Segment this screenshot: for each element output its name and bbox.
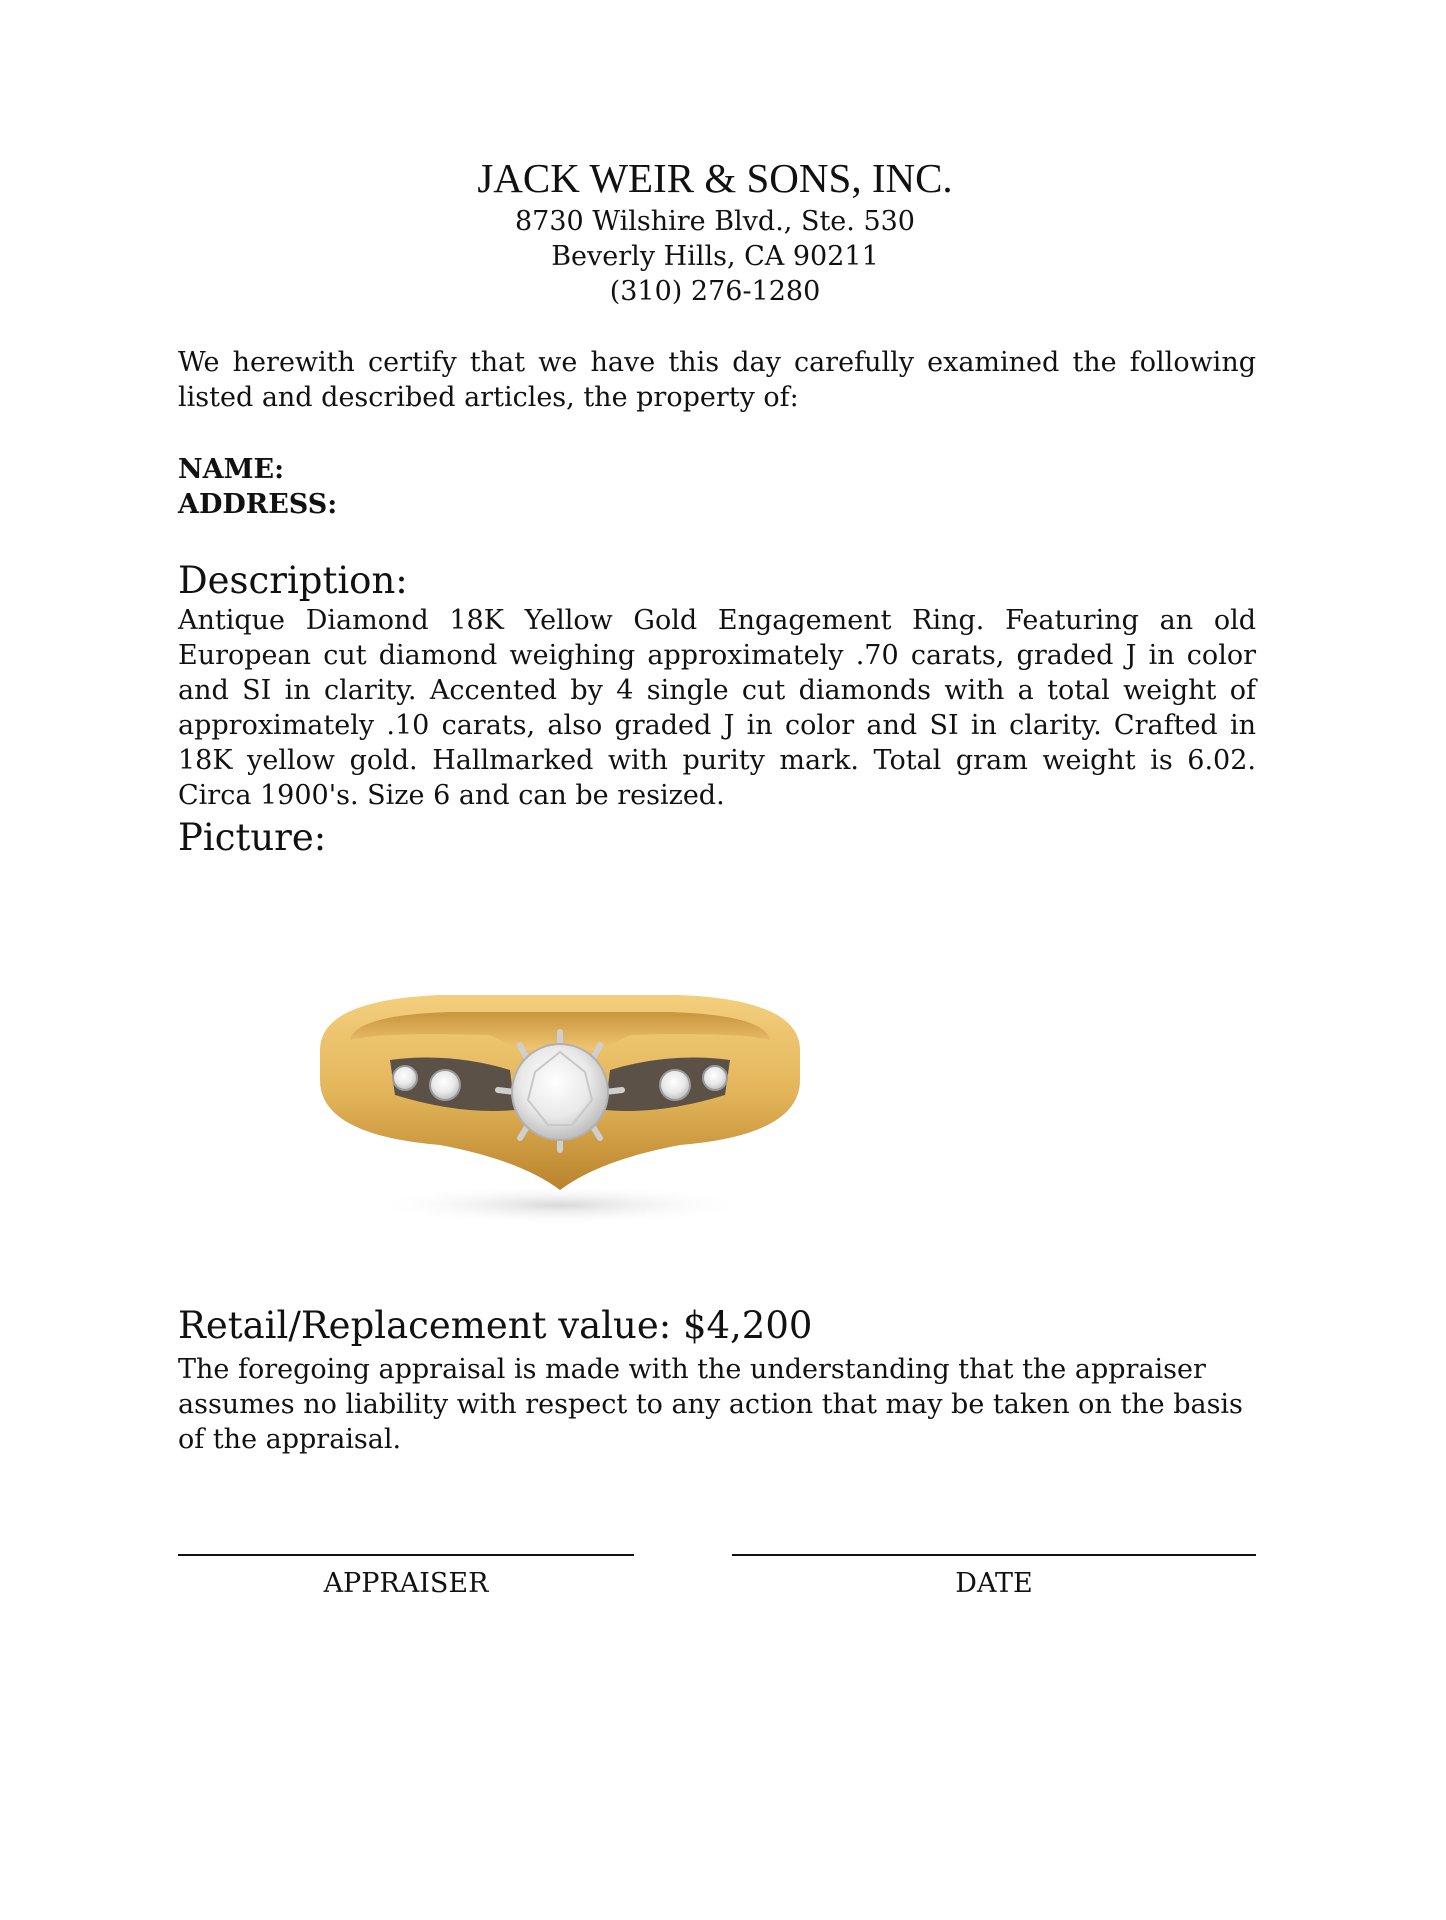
side-diamond-1	[393, 1066, 417, 1090]
value-label: Retail/Replacement value:	[178, 1304, 672, 1347]
street-address: 8730 Wilshire Blvd., Ste. 530	[515, 206, 915, 237]
date-label: DATE	[955, 1568, 1033, 1599]
date-signature-line	[732, 1554, 1256, 1556]
appraiser-label: APPRAISER	[323, 1568, 489, 1599]
side-diamond-2	[430, 1070, 460, 1100]
phone-number: (310) 276-1280	[609, 276, 821, 307]
owner-fields	[178, 452, 1256, 522]
ring-shadow	[370, 1185, 750, 1225]
replacement-value	[178, 1303, 1256, 1349]
description-heading: Description:	[178, 559, 408, 602]
disclaimer: The foregoing appraisal is made with the understanding that the appraiser assumes no liability with respect to any action that may be taken on the basis of the appraisal.	[178, 1354, 1243, 1455]
appraiser-signature	[178, 1554, 634, 1614]
ring-photo	[300, 960, 820, 1240]
description-body: Antique Diamond 18K Yellow Gold Engagement Ring. Featuring an old European cut diamond weighing approximately .70 carats, graded J in color and SI in clarity. Accented by 4 single cut diamonds with a total weight of approximately .10 carats, also graded J in color and SI in clarity. Crafted in 18K yellow gold. Hallmarked with purity mark. Total gram weight is 6.02. Circa 1900's. Size 6 and can be resized.	[178, 605, 1256, 811]
date-signature	[732, 1554, 1256, 1614]
side-diamond-3	[660, 1070, 690, 1100]
appraiser-signature-line	[178, 1554, 634, 1556]
certification-intro: We herewith certify that we have this day carefully examined the following listed and described articles, the property of:	[178, 347, 1256, 413]
company-name: JACK WEIR & SONS, INC.	[477, 155, 953, 201]
letterhead	[0, 152, 1430, 309]
side-diamond-4	[703, 1066, 727, 1090]
address-label: ADDRESS:	[178, 489, 338, 520]
picture-heading: Picture:	[178, 816, 327, 859]
value-amount: $4,200	[682, 1304, 813, 1347]
city-address: Beverly Hills, CA 90211	[551, 241, 879, 272]
name-label: NAME:	[178, 454, 285, 485]
ring-illustration	[300, 960, 820, 1240]
